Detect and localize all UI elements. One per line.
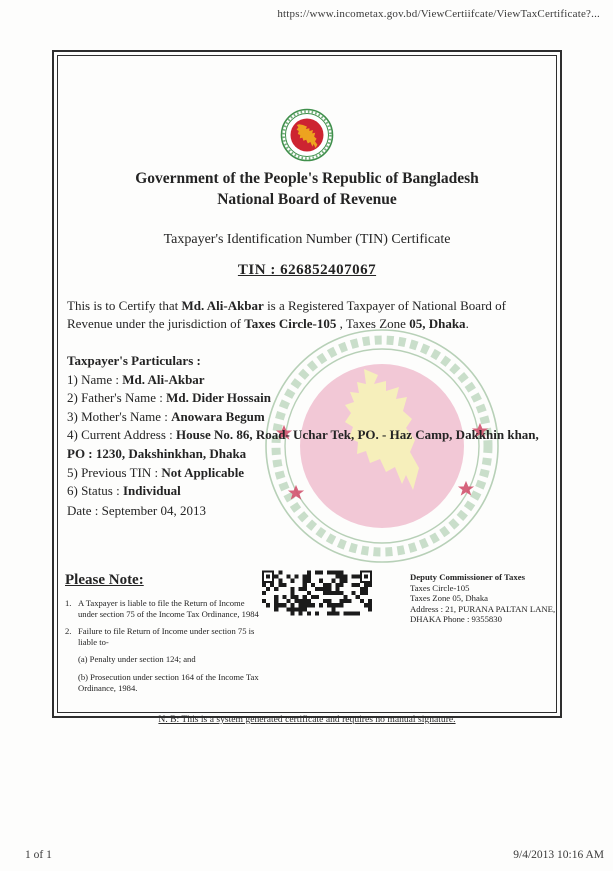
page-count: 1 of 1 bbox=[25, 849, 52, 861]
particular-row-mother bbox=[67, 408, 547, 427]
particular-row-previous-tin bbox=[67, 464, 547, 483]
nb-disclaimer: N. B: This is a system generated certificate and requires no manual signature. bbox=[158, 714, 456, 725]
particular-value: Md. Ali-Akbar bbox=[122, 371, 205, 387]
particular-label: 5) Previous TIN : bbox=[67, 464, 162, 480]
particular-row-father bbox=[67, 389, 547, 408]
certify-mid2: , Taxes Zone bbox=[336, 315, 410, 331]
please-note-section bbox=[65, 572, 265, 701]
particular-row-status bbox=[67, 482, 547, 501]
note-item-number: 2. bbox=[65, 626, 72, 636]
particulars-section bbox=[67, 352, 547, 520]
issuer-circle: Taxes Circle-105 bbox=[410, 582, 470, 593]
certify-taxes-zone: 05, Dhaka bbox=[409, 315, 466, 331]
barcode bbox=[262, 570, 372, 616]
certify-taxes-circle: Taxes Circle-105 bbox=[244, 315, 337, 331]
particular-value: Anowara Begum bbox=[171, 408, 265, 424]
print-timestamp: 9/4/2013 10:16 AM bbox=[513, 849, 604, 861]
particular-label: 1) Name : bbox=[67, 371, 123, 387]
particular-value: Not Applicable bbox=[161, 464, 245, 480]
print-header-url: https://www.incometax.gov.bd/ViewCertiifcate/ViewTaxCertificate?... bbox=[277, 8, 600, 20]
note-item-number: 1. bbox=[65, 598, 72, 608]
note-item-1 bbox=[65, 598, 265, 620]
issuer-section bbox=[410, 572, 560, 625]
particular-row-address bbox=[67, 426, 547, 463]
please-note-heading: Please Note: bbox=[65, 572, 144, 588]
issuer-phone: DHAKA Phone : 9355830 bbox=[410, 614, 502, 625]
particular-value: Md. Dider Hossain bbox=[166, 390, 271, 406]
certify-paragraph bbox=[67, 297, 547, 332]
issuer-address: Address : 21, PURANA PALTAN LANE, bbox=[410, 603, 556, 614]
note-item-2b: (b) Prosecution under section 164 of the Income Tax Ordinance, 1984. bbox=[78, 672, 259, 693]
certificate-title: Taxpayer's Identification Number (TIN) Certificate bbox=[163, 232, 451, 247]
particular-value: House No. 86, Road- Uchar Tek, PO. - Haz Camp, Dakkhin khan, PO : 1230, Dakshinkhan, Dhaka bbox=[67, 427, 539, 461]
note-item-2 bbox=[65, 626, 265, 648]
certify-end: . bbox=[465, 315, 469, 331]
tin-number: TIN : 626852407067 bbox=[237, 262, 377, 278]
issue-date: Date : September 04, 2013 bbox=[67, 502, 206, 518]
particulars-heading: Taxpayer's Particulars : bbox=[67, 353, 201, 368]
particular-label: 6) Status : bbox=[67, 483, 123, 499]
particular-label: 4) Current Address : bbox=[67, 427, 177, 443]
government-title: Government of the People's Republic of Bangladesh bbox=[135, 170, 479, 187]
issuer-zone: Taxes Zone 05, Dhaka bbox=[410, 593, 489, 604]
certify-pre: This is to Certify that bbox=[67, 298, 182, 313]
certificate-body bbox=[57, 55, 557, 725]
board-title: National Board of Revenue bbox=[217, 191, 397, 208]
certify-taxpayer-name: Md. Ali-Akbar bbox=[181, 298, 264, 313]
particular-row-name bbox=[67, 371, 547, 390]
issuer-title: Deputy Commissioner of Taxes bbox=[410, 572, 525, 582]
note-item-text: Failure to file Return of Income under section 75 is liable to- bbox=[78, 626, 255, 647]
note-item-text: A Taxpayer is liable to file the Return of Income under section 75 of the Income Tax Ordinance, 1984 bbox=[78, 598, 259, 619]
particular-label: 3) Mother's Name : bbox=[67, 408, 172, 424]
certificate-border bbox=[52, 50, 562, 725]
certify-mid: is a Registered Taxpayer of National Board of Revenue under the jurisdiction of bbox=[67, 298, 506, 331]
note-item-2a: (a) Penalty under section 124; and bbox=[78, 654, 196, 664]
govt-emblem-icon bbox=[280, 108, 334, 162]
particular-value: Individual bbox=[122, 483, 181, 499]
particular-label: 2) Father's Name : bbox=[67, 390, 167, 406]
